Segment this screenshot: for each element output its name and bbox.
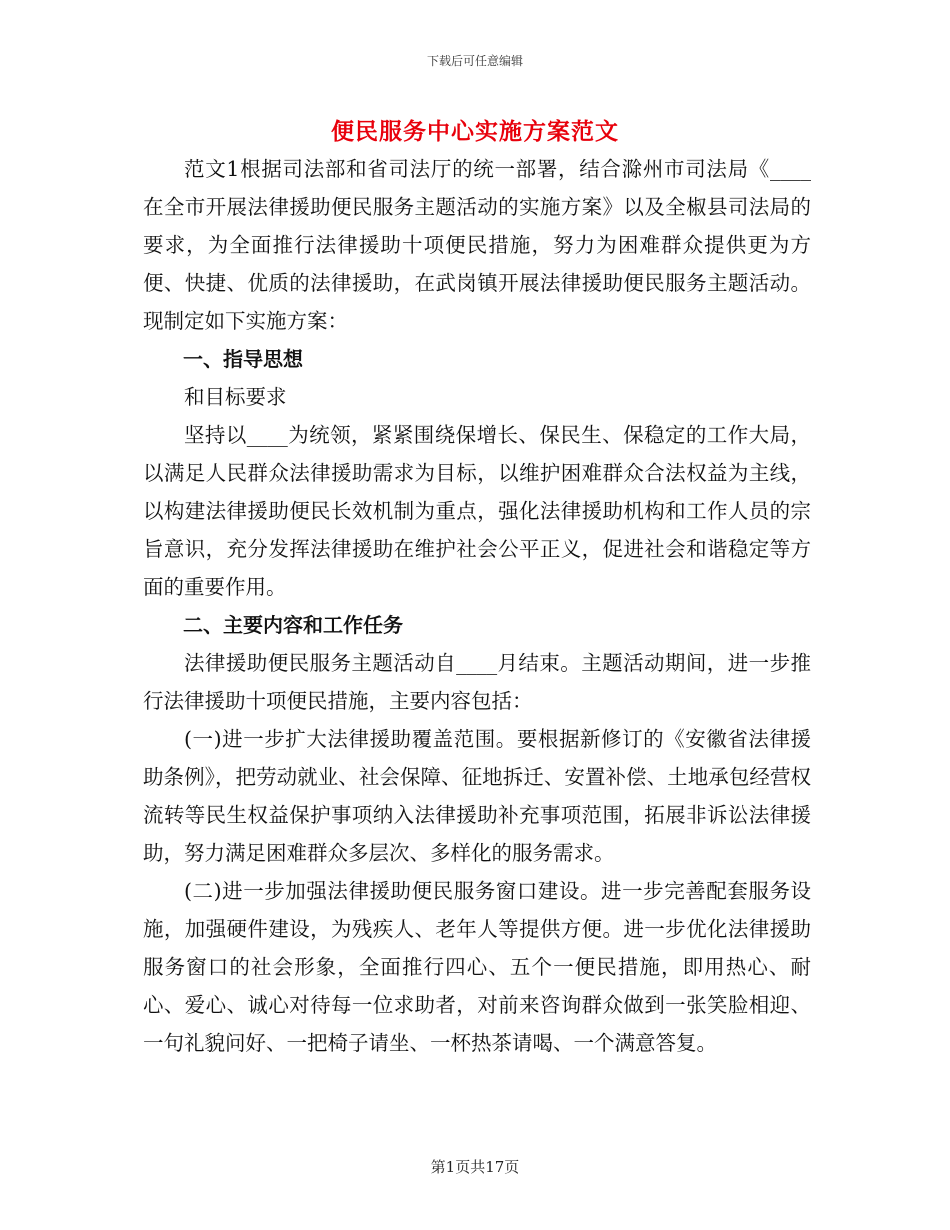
document-title: 便民服务中心实施方案范文 <box>331 118 619 145</box>
page-number: 第1页共17页 <box>430 1158 520 1176</box>
section-heading-1: 一、指导思想 <box>183 347 303 371</box>
paragraph-subheading: 和目标要求 <box>184 385 287 409</box>
paragraph-guiding-principle: 坚持以____为统领，紧紧围绕保增长、保民生、保稳定的工作大局，以满足人民群众法律援助需求为目标，以维护困难群众合法权益为主线，以构建法律援助便民长效机制为重点，强化法律援助机构和工作人员的宗旨意识，充分发挥法律援助在维护社会公平正义，促进社会和谐稳定等方面的重要作用。 <box>143 423 811 599</box>
section-heading-2: 二、主要内容和工作任务 <box>183 613 403 637</box>
header-note: 下载后可任意编辑 <box>426 54 523 68</box>
paragraph-item-2: (二)进一步加强法律援助便民服务窗口建设。进一步完善配套服务设施，加强硬件建设，为残疾人、老年人等提供方便。进一步优化法律援助服务窗口的社会形象，全面推行四心、五个一便民措施，即用热心、耐心、爱心、诚心对待每一位求助者，对前来咨询群众做到一张笑脸相迎、一句礼貌问好、一把椅子请坐、一杯热茶请喝、一个满意答复。 <box>143 879 811 1055</box>
paragraph-item-1: (一)进一步扩大法律援助覆盖范围。要根据新修订的《安徽省法律援助条例》，把劳动就业、社会保障、征地拆迁、安置补偿、土地承包经营权流转等民生权益保护事项纳入法律援助补充事项范围，拓展非诉讼法律援助，努力满足困难群众多层次、多样化的服务需求。 <box>143 727 811 865</box>
paragraph-activity-period: 法律援助便民服务主题活动自____月结束。主题活动期间，进一步推行法律援助十项便民措施，主要内容包括： <box>143 651 811 713</box>
paragraph-intro: 范文1根据司法部和省司法厅的统一部署，结合滁州市司法局《____在全市开展法律援助便民服务主题活动的实施方案》以及全椒县司法局的要求，为全面推行法律援助十项便民措施，努力为困难群众提供更为方便、快捷、优质的法律援助，在武岗镇开展法律援助便民服务主题活动。现制定如下实施方案： <box>143 157 811 333</box>
document-body <box>143 150 811 1062</box>
